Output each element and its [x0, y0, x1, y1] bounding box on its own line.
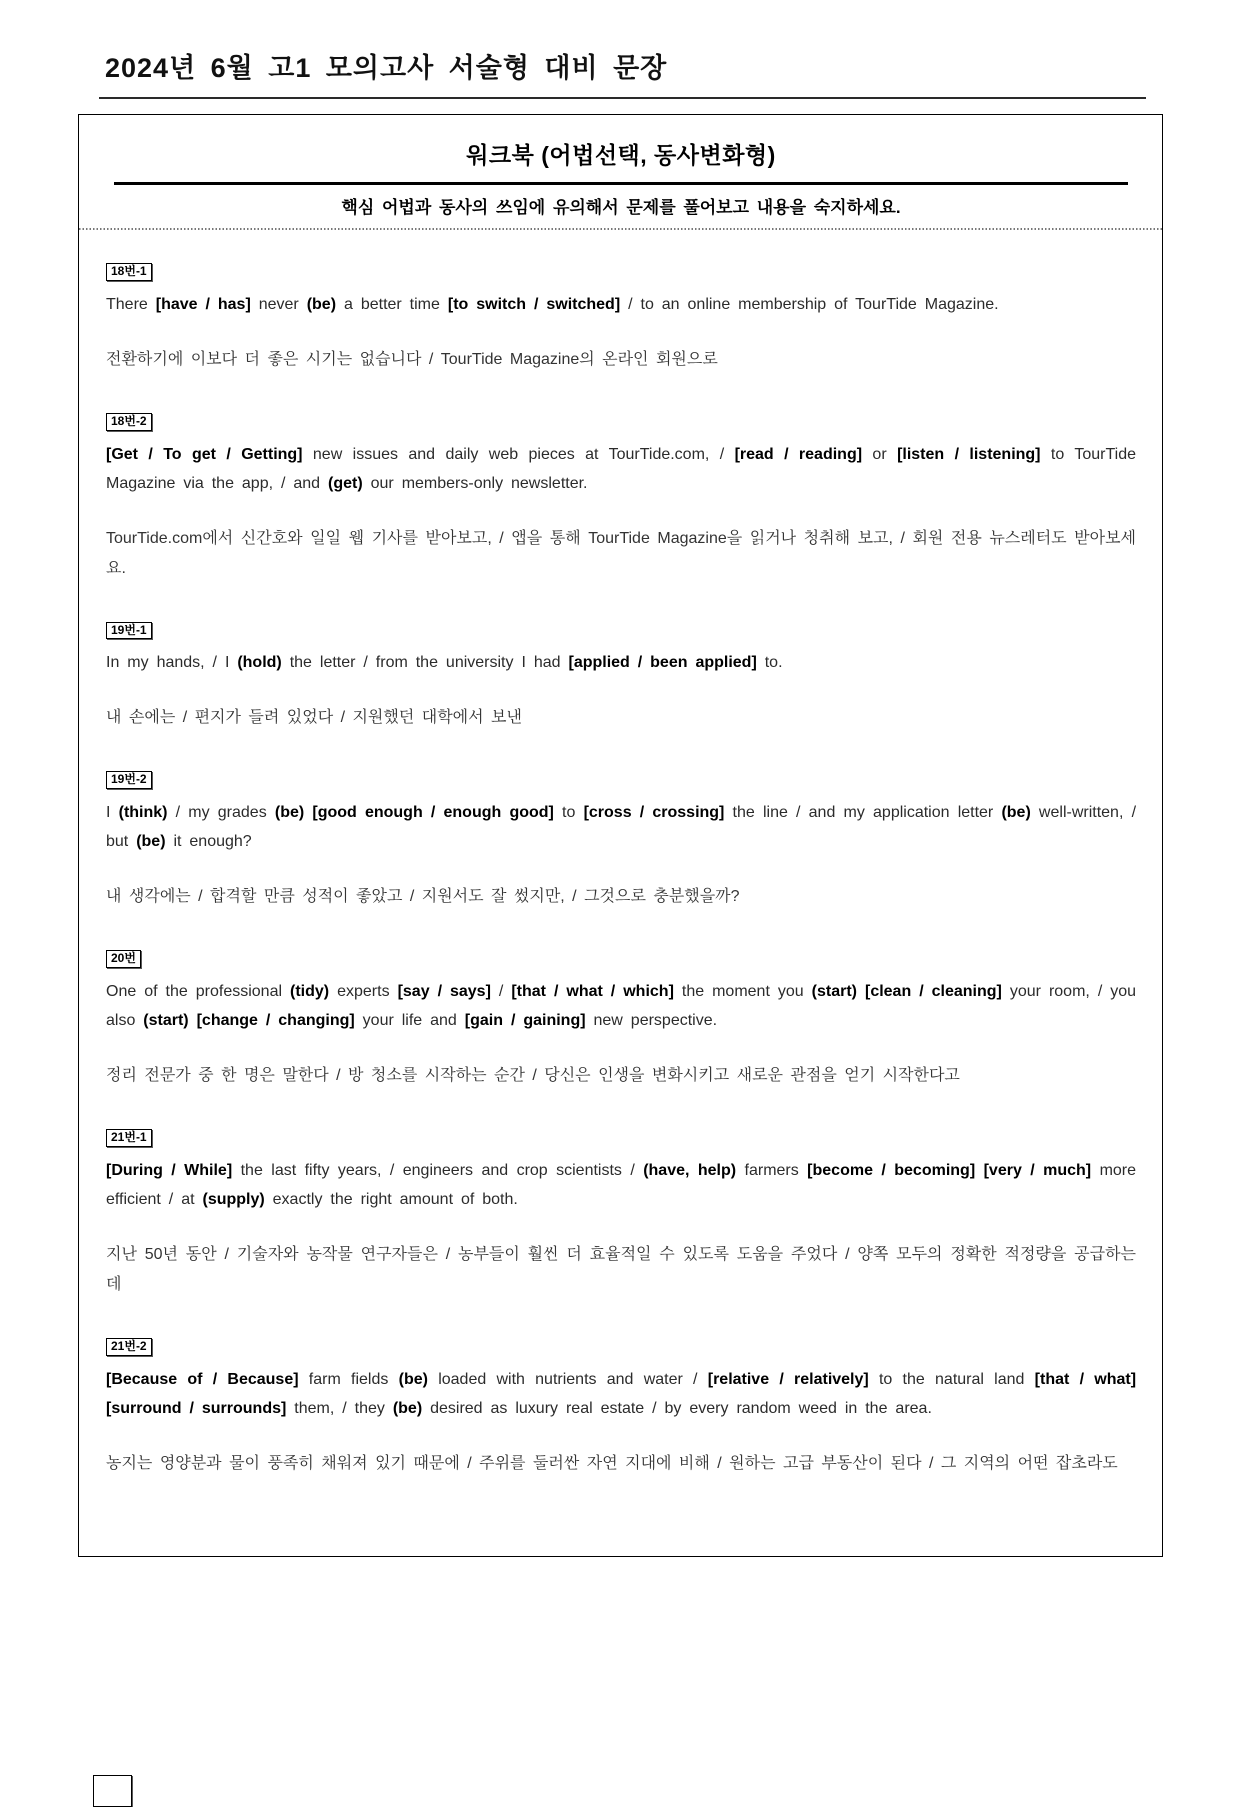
korean-translation: 지난 50년 동안 / 기술자와 농작물 연구자들은 / 농부들이 훨씬 더 효율적일 수 있도록 도움을 주었다 / 양쪽 모두의 정확한 적정량을 공급하는 데 [106, 1245, 1136, 1293]
grammar-choice: [applied / been applied] [568, 654, 757, 672]
sentence-text: loaded with nutrients and water / [427, 1370, 708, 1388]
sentence-text [975, 1162, 983, 1179]
dotted-divider [79, 228, 1162, 230]
grammar-choice: [that / what] [1034, 1370, 1137, 1388]
grammar-choice: [cross / crossing] [583, 804, 725, 822]
sentence-text: it enough? [165, 833, 252, 851]
grammar-choice: [Because of / Because] [106, 1370, 299, 1388]
workbook-header: 워크북 (어법선택, 동사변화형) [466, 142, 776, 168]
sentence-text: the moment you [673, 982, 812, 1000]
section [106, 621, 1136, 734]
section-badge: 18번-1 [106, 263, 152, 281]
header-rule [114, 182, 1128, 185]
grammar-choice: (get) [328, 474, 363, 492]
grammar-choice: (have, help) [643, 1161, 737, 1179]
grammar-choice: [relative / relatively] [707, 1370, 869, 1388]
grammar-choice: [become / becoming] [807, 1161, 976, 1179]
section-badge: 18번-2 [106, 413, 152, 431]
grammar-choice: (be) [306, 295, 337, 313]
sentence-text: I [106, 804, 119, 822]
sentence-text: to TourTide Magazine via the app, / and [106, 445, 1137, 492]
sentence-text: new issues and daily web pieces at TourTide.com, / [302, 445, 735, 463]
workbook-box [78, 114, 1163, 1557]
sentence-text [189, 1012, 197, 1029]
sentence-text: them, / they [286, 1399, 393, 1417]
english-sentence [106, 798, 1136, 856]
grammar-choice: (be) [1001, 804, 1031, 822]
korean-translation: TourTide.com에서 신간호와 일일 웹 기사를 받아보고, / 앱을 통해 TourTide Magazine을 읽거나 청취해 보고, / 회원 전용 뉴스레터도 받아보세요. [106, 529, 1136, 577]
korean-translation: 내 손에는 / 편지가 들려 있었다 / 지원했던 대학에서 보낸 [106, 709, 522, 727]
sentence-text: well-written, / but [106, 804, 1137, 851]
sentence-text: desired as luxury real estate / by every random weed in the area. [422, 1399, 932, 1417]
english-sentence [106, 648, 1136, 677]
section [106, 412, 1136, 584]
english-sentence [106, 1156, 1136, 1214]
grammar-choice: [have / has] [155, 295, 251, 313]
sentence-text: to [553, 804, 584, 822]
section-badge: 21번-1 [106, 1129, 152, 1147]
grammar-choice: [read / reading] [734, 445, 863, 463]
grammar-choice: (be) [392, 1399, 423, 1417]
sentence-text: never [250, 295, 307, 313]
grammar-choice: (start) [143, 1011, 189, 1029]
sentence-text: more efficient / at [106, 1161, 1137, 1208]
korean-translation: 전환하기에 이보다 더 좋은 시기는 없습니다 / TourTide Magazine의 온라인 회원으로 [106, 350, 718, 368]
sentence-text: the letter / from the university I had [281, 654, 569, 672]
sentence-text: In my hands, / I [106, 654, 238, 672]
next-page-box-fragment [93, 1775, 132, 1807]
grammar-choice: [change / changing] [196, 1011, 355, 1029]
section-badge: 19번-2 [106, 771, 152, 789]
sentence-text: our members-only newsletter. [362, 474, 588, 492]
section [106, 1337, 1136, 1479]
grammar-choice: [good enough / enough good] [312, 804, 554, 822]
grammar-choice: [surround / surrounds] [106, 1399, 287, 1417]
sentence-text: farm fields [298, 1370, 399, 1388]
title-underline [99, 97, 1146, 99]
sentence-text: your room, / you also [106, 982, 1137, 1029]
english-sentence [106, 290, 1136, 319]
english-sentence [106, 440, 1136, 498]
grammar-choice: [say / says] [397, 982, 491, 1000]
sentence-text: / to an online membership of TourTide Magazine. [620, 295, 999, 313]
grammar-choice: [listen / listening] [897, 445, 1041, 463]
section-badge: 19번-1 [106, 622, 152, 640]
sentence-text: or [862, 445, 898, 463]
grammar-choice: [that / what / which] [511, 982, 674, 1000]
section [106, 949, 1136, 1091]
korean-translation: 내 생각에는 / 합격할 만큼 성적이 좋았고 / 지원서도 잘 썼지만, / 그것으로 충분했을까? [106, 888, 740, 906]
grammar-choice: [gain / gaining] [464, 1011, 586, 1029]
section-badge: 21번-2 [106, 1338, 152, 1356]
grammar-choice: (be) [398, 1370, 428, 1388]
sentence-text: your life and [354, 1011, 465, 1029]
korean-translation: 농지는 영양분과 물이 풍족히 채워져 있기 때문에 / 주위를 둘러싼 자연 지대에 비해 / 원하는 고급 부동산이 된다 / 그 지역의 어떤 잡초라도 [106, 1454, 1118, 1472]
sentence-text: experts [329, 982, 398, 1000]
grammar-choice: [clean / cleaning] [864, 982, 1002, 1000]
grammar-choice: (supply) [202, 1190, 265, 1208]
page-title: 2024년 6월 고1 모의고사 서술형 대비 문장 [105, 53, 668, 83]
grammar-choice: [Get / To get / Getting] [106, 445, 303, 463]
english-sentence [106, 1365, 1136, 1423]
sentence-text: a better time [336, 295, 448, 313]
grammar-choice: (hold) [237, 654, 282, 672]
sentence-text: the last fifty years, / engineers and crop scientists / [232, 1161, 644, 1179]
section [106, 262, 1136, 375]
sentence-text: to. [756, 654, 783, 672]
korean-translation: 정리 전문가 중 한 명은 말한다 / 방 청소를 시작하는 순간 / 당신은 인생을 변화시키고 새로운 관점을 얻기 시작한다고 [106, 1066, 960, 1084]
sentence-text: / my grades [167, 804, 275, 822]
english-sentence [106, 977, 1136, 1035]
sentence-text: There [106, 295, 156, 313]
sentence-text: / [490, 982, 512, 1000]
grammar-choice: [During / While] [106, 1161, 233, 1179]
grammar-choice: (tidy) [290, 982, 330, 1000]
sentence-text [857, 983, 865, 1000]
grammar-choice: [very / much] [983, 1161, 1092, 1179]
workbook-subtitle: 핵심 어법과 동사의 쓰임에 유의해서 문제를 풀어보고 내용을 숙지하세요. [341, 198, 901, 217]
sentence-text: One of the professional [106, 982, 291, 1000]
grammar-choice: (start) [811, 982, 857, 1000]
grammar-choice: (be) [274, 804, 305, 822]
sentence-text: to the natural land [868, 1370, 1035, 1388]
section [106, 1128, 1136, 1300]
sections [106, 262, 1136, 1479]
sentence-text: farmers [736, 1161, 808, 1179]
section [106, 770, 1136, 912]
grammar-choice: [to switch / switched] [447, 295, 621, 313]
sentence-text: new perspective. [585, 1011, 718, 1029]
grammar-choice: (think) [118, 804, 168, 822]
sentence-text: exactly the right amount of both. [264, 1190, 518, 1208]
section-badge: 20번 [106, 950, 141, 968]
sentence-text: the line / and my application letter [724, 804, 1002, 822]
grammar-choice: (be) [136, 833, 166, 851]
